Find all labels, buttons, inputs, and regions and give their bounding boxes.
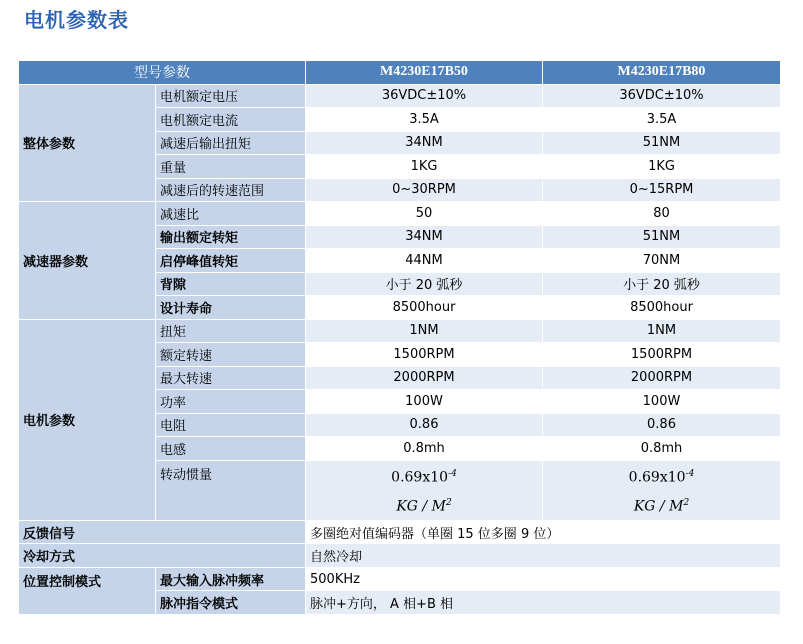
table-header-row bbox=[19, 61, 781, 85]
param-label: 电机额定电压 bbox=[156, 84, 306, 108]
cmd-mode-label: 脉冲指令模式 bbox=[156, 591, 306, 615]
table-row bbox=[19, 567, 781, 591]
value-b: 1500RPM bbox=[543, 343, 781, 367]
value-a: 44NM bbox=[306, 249, 543, 273]
value-a: 36VDC±10% bbox=[306, 84, 543, 108]
section-label-reducer: 减速器参数 bbox=[19, 202, 156, 320]
value-b: 51NM bbox=[543, 225, 781, 249]
value-a: 34NM bbox=[306, 225, 543, 249]
value-b: 1NM bbox=[543, 319, 781, 343]
cmd-mode-value: 脉冲+方向， A 相+B 相 bbox=[306, 591, 781, 615]
table-row bbox=[19, 319, 781, 343]
page-title: 电机参数表 bbox=[24, 8, 129, 32]
cooling-label: 冷却方式 bbox=[19, 544, 306, 568]
param-label: 重量 bbox=[156, 155, 306, 179]
value-a: 2000RPM bbox=[306, 366, 543, 390]
max-freq-value: 500KHz bbox=[306, 567, 781, 591]
value-a bbox=[306, 460, 543, 520]
value-a: 1NM bbox=[306, 319, 543, 343]
table-row bbox=[19, 84, 781, 108]
value-b: 3.5A bbox=[543, 108, 781, 132]
inertia-unit-a: KG / $M^2$ bbox=[396, 498, 452, 515]
value-b: 100W bbox=[543, 390, 781, 414]
value-b: 70NM bbox=[543, 249, 781, 273]
header-model-b: M4230E17B80 bbox=[543, 61, 781, 85]
value-b: 0~15RPM bbox=[543, 178, 781, 202]
header-model-a: M4230E17B50 bbox=[306, 61, 543, 85]
param-label: 背隙 bbox=[156, 272, 306, 296]
max-freq-label: 最大输入脉冲频率 bbox=[156, 567, 306, 591]
value-a: 3.5A bbox=[306, 108, 543, 132]
param-label: 最大转速 bbox=[156, 366, 306, 390]
value-b: 36VDC±10% bbox=[543, 84, 781, 108]
header-type-label: 型号参数 bbox=[19, 61, 306, 85]
value-a: 0.86 bbox=[306, 413, 543, 437]
table-row bbox=[19, 544, 781, 568]
section-label-motor: 电机参数 bbox=[19, 319, 156, 520]
value-a: 小于 20 弧秒 bbox=[306, 272, 543, 296]
value-b bbox=[543, 460, 781, 520]
motor-spec-table bbox=[18, 60, 781, 615]
value-a: 34NM bbox=[306, 131, 543, 155]
value-b: 小于 20 弧秒 bbox=[543, 272, 781, 296]
value-b: 0.8mh bbox=[543, 437, 781, 461]
param-label: 额定转速 bbox=[156, 343, 306, 367]
param-label: 减速比 bbox=[156, 202, 306, 226]
value-a: 50 bbox=[306, 202, 543, 226]
inertia-unit-b: KG / $M^2$ bbox=[633, 498, 690, 515]
table-row bbox=[19, 202, 781, 226]
value-a: 1KG bbox=[306, 155, 543, 179]
param-label: 输出额定转矩 bbox=[156, 225, 306, 249]
value-a: 8500hour bbox=[306, 296, 543, 320]
section-label-overall: 整体参数 bbox=[19, 84, 156, 202]
param-label: 启停峰值转矩 bbox=[156, 249, 306, 273]
param-label: 减速后输出扭矩 bbox=[156, 131, 306, 155]
value-a: 0.8mh bbox=[306, 437, 543, 461]
value-b: 80 bbox=[543, 202, 781, 226]
value-b: 8500hour bbox=[543, 296, 781, 320]
value-a: 1500RPM bbox=[306, 343, 543, 367]
param-label: 设计寿命 bbox=[156, 296, 306, 320]
position-mode-label: 位置控制模式 bbox=[19, 567, 156, 614]
param-label: 功率 bbox=[156, 390, 306, 414]
inertia-mantissa-a: $0.69x10^{-4}$ bbox=[391, 468, 457, 486]
value-a: 0~30RPM bbox=[306, 178, 543, 202]
inertia-mantissa-b: $0.69x10^{-4}$ bbox=[628, 468, 695, 486]
value-b: 51NM bbox=[543, 131, 781, 155]
value-a: 100W bbox=[306, 390, 543, 414]
param-label: 电感 bbox=[156, 437, 306, 461]
table-row bbox=[19, 520, 781, 544]
cooling-value: 自然冷却 bbox=[306, 544, 781, 568]
value-b: 1KG bbox=[543, 155, 781, 179]
feedback-label: 反馈信号 bbox=[19, 520, 306, 544]
value-b: 2000RPM bbox=[543, 366, 781, 390]
param-label: 减速后的转速范围 bbox=[156, 178, 306, 202]
param-label: 电机额定电流 bbox=[156, 108, 306, 132]
feedback-value: 多圈绝对值编码器（单圈 15 位多圈 9 位） bbox=[306, 520, 781, 544]
param-label: 扭矩 bbox=[156, 319, 306, 343]
param-label: 电阻 bbox=[156, 413, 306, 437]
param-label: 转动惯量 bbox=[156, 460, 306, 520]
value-b: 0.86 bbox=[543, 413, 781, 437]
